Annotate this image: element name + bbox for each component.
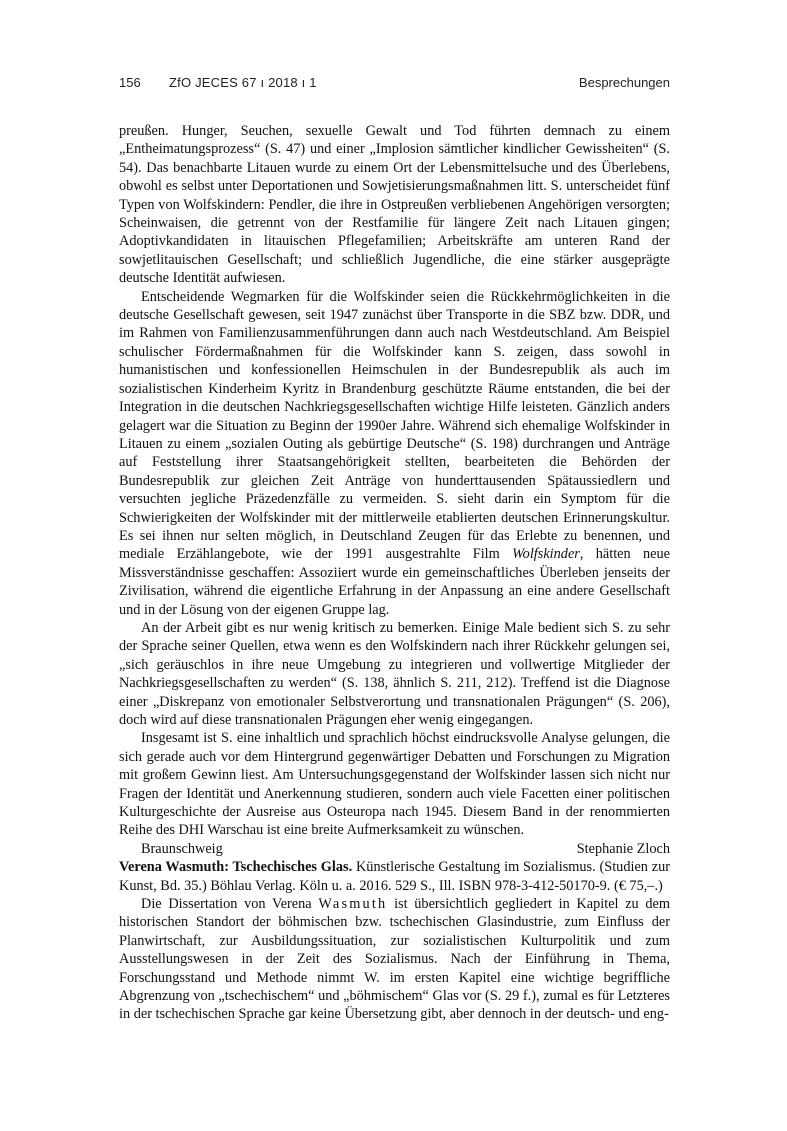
review-signature — [119, 840, 670, 858]
text-run: Die Dissertation von Verena — [141, 896, 319, 913]
review-heading — [119, 858, 670, 895]
paragraph — [119, 895, 670, 1024]
page-number: 156 — [119, 75, 141, 90]
author-name-spaced: Wasmuth — [318, 896, 388, 913]
review-title: Verena Wasmuth: Tschechisches Glas. — [119, 859, 353, 876]
body-text — [119, 122, 670, 1024]
signature-reviewer: Stephanie Zloch — [576, 840, 670, 857]
text-run: ist übersichtlich gegliedert in Kapitel zu dem historischen Standort der böhmischen bzw. tschechischen Glasindustrie, zum Einfluss der Planwirtschaft, zur Ausbildungssituation, zur sozialistischen Kulturpolitik und zum Ausstellungswesen in der Zeit des Sozialismus. Nach der Einführung in Thema, Forschungsstand und Methode nimmt W. im ersten Kapitel eine wichtige begriffliche Abgrenzung von „tschechischem“ und „böhmischem“ Glas vor (S. 29 f.), zumal es für Letzteres in der tschechischen Sprache gar keine Übersetzung gibt, aber dennoch in der deutsch- und eng- — [119, 896, 671, 1023]
paragraph: An der Arbeit gibt es nur wenig kritisch zu bemerken. Einige Male bedient sich S. zu sehr der Sprache seiner Quellen, etwa wenn es den Wolfskindern nach ihrer Rückkehr gelungen sei, „sich geräuschlos in ihre neue Umgebung zu integrieren und vollwertige Mitglieder der Nachkriegsgesellschaften zu werden“ (S. 138, ähnlich S. 211, 212). Treffend ist die Diagnose einer „Diskrepanz von emotionaler Selbstverortung und transnationalen Prägungen“ (S. 206), doch wird auf diese transnationalen Prägungen eher wenig eingegangen. — [119, 619, 670, 728]
text-run: , hätten neue Missverständnisse geschaffen: Assoziiert wurde ein gemeinschaftliches Überleben jenseits der Zivilisation, während die eigentliche Erfahrung in der Anpassung an eine andere Gesellschaft und in der Lösung von der eigenen Gruppe lag. — [119, 546, 670, 618]
paragraph: Insgesamt ist S. eine inhaltlich und sprachlich höchst eindrucksvolle Analyse gelungen, die sich gerade auch vor dem Hintergrund gegenwärtiger Debatten und Forschungen zu Migration mit großem Gewinn liest. Am Untersuchungsgegenstand der Wolfskinder lassen sich nicht nur Fragen der Identität und Anerkennung studieren, sondern auch viele Facetten einer politischen Kulturgeschichte der Ausreise aus Osteuropa nach 1945. Diesem Band in der renommierten Reihe des DHI Warschau ist eine breite Aufmerksamkeit zu wünschen. — [119, 730, 670, 839]
signature-place: Braunschweig — [141, 840, 223, 857]
journal-name: ZfO JECES 67 ı 2018 ı 1 — [169, 75, 317, 90]
section-title: Besprechungen — [578, 75, 670, 90]
bibliographic-details: Künstlerische Gestaltung im Sozialismus. (Studien zur Kunst, Bd. 35.) Böhlau Verlag. Köln u. a. 2016. 529 S., Ill. ISBN 978-3-412-50170-9. (€ 75,–.) — [119, 859, 670, 894]
film-title: Wolfskinder — [512, 546, 580, 563]
paragraph: preußen. Hunger, Seuchen, sexuelle Gewalt und Tod führten demnach zu einem „Entheimatungsprozess“ (S. 47) und einer „Implosion sämtlicher kindlicher Gewissheiten“ (S. 54). Das benachbarte Litauen wurde zu einem Ort der Lebensmittelsuche und des Überlebens, obwohl es selbst unter Deportationen und Sowjetisierungsmaßnahmen litt. S. unterscheidet fünf Typen von Wolfskindern: Pendler, die ihre in Ostpreußen verbliebenen Angehörigen versorgten; Scheinwaisen, die getrennt von der Restfamilie für längere Zeit nach Litauen gingen; Adoptivkandidaten in litauischen Pflegefamilien; Arbeitskräfte am unteren Rand der sowjetlitauischen Gesellschaft; und schließlich Jugendliche, die eine stärker ausgeprägte deutsche Identität aufwiesen. — [119, 123, 670, 287]
running-header — [119, 75, 670, 95]
text-run: Entscheidende Wegmarken für die Wolfskinder seien die Rückkehrmöglichkeiten in die deutsche Gesellschaft gewesen, seit 1947 zunächst über Transporte in die SBZ bzw. DDR, und im Rahmen von Familienzusammenführungen dann auch nach Westdeutschland. Am Beispiel schulischer Fördermaßnahmen für die Wolfskinder kann S. zeigen, dass sowohl in humanistischen und konfessionellen Heimschulen in der Bundesrepublik als auch im sozialistischen Kinderheim Kyritz in Brandenburg geschützte Räume entstanden, die bei der Integration in die deutschen Nachkriegsgesellschaften wichtige Hilfe leisteten. Gänzlich anders gelagert war die Situation zu Beginn der 1990er Jahre. Während sich ehemalige Wolfskinder in Litauen zu einem „sozialen Outing als gebürtige Deutsche“ (S. 198) durchrangen und Anträge auf Feststellung ihrer Staatsangehörigkeit stellten, bearbeiteten die Behörden der Bundesrepublik zur gleichen Zeit Anträge von hunderttausenden Spätaussiedlern und versuchten jegliche Präzedenzfälle zu vermeiden. S. sieht darin ein Symptom für die Schwierigkeiten der Wolfskinder mit der mittlerweile etablierten deutschen Erinnerungskultur. Es sei ihnen nur selten möglich, in Deutschland Zeugen für das Erlebte zu benennen, und mediale Erzählangebote, wie der 1991 ausgestrahlte Film — [119, 288, 670, 563]
paragraph — [119, 288, 670, 619]
